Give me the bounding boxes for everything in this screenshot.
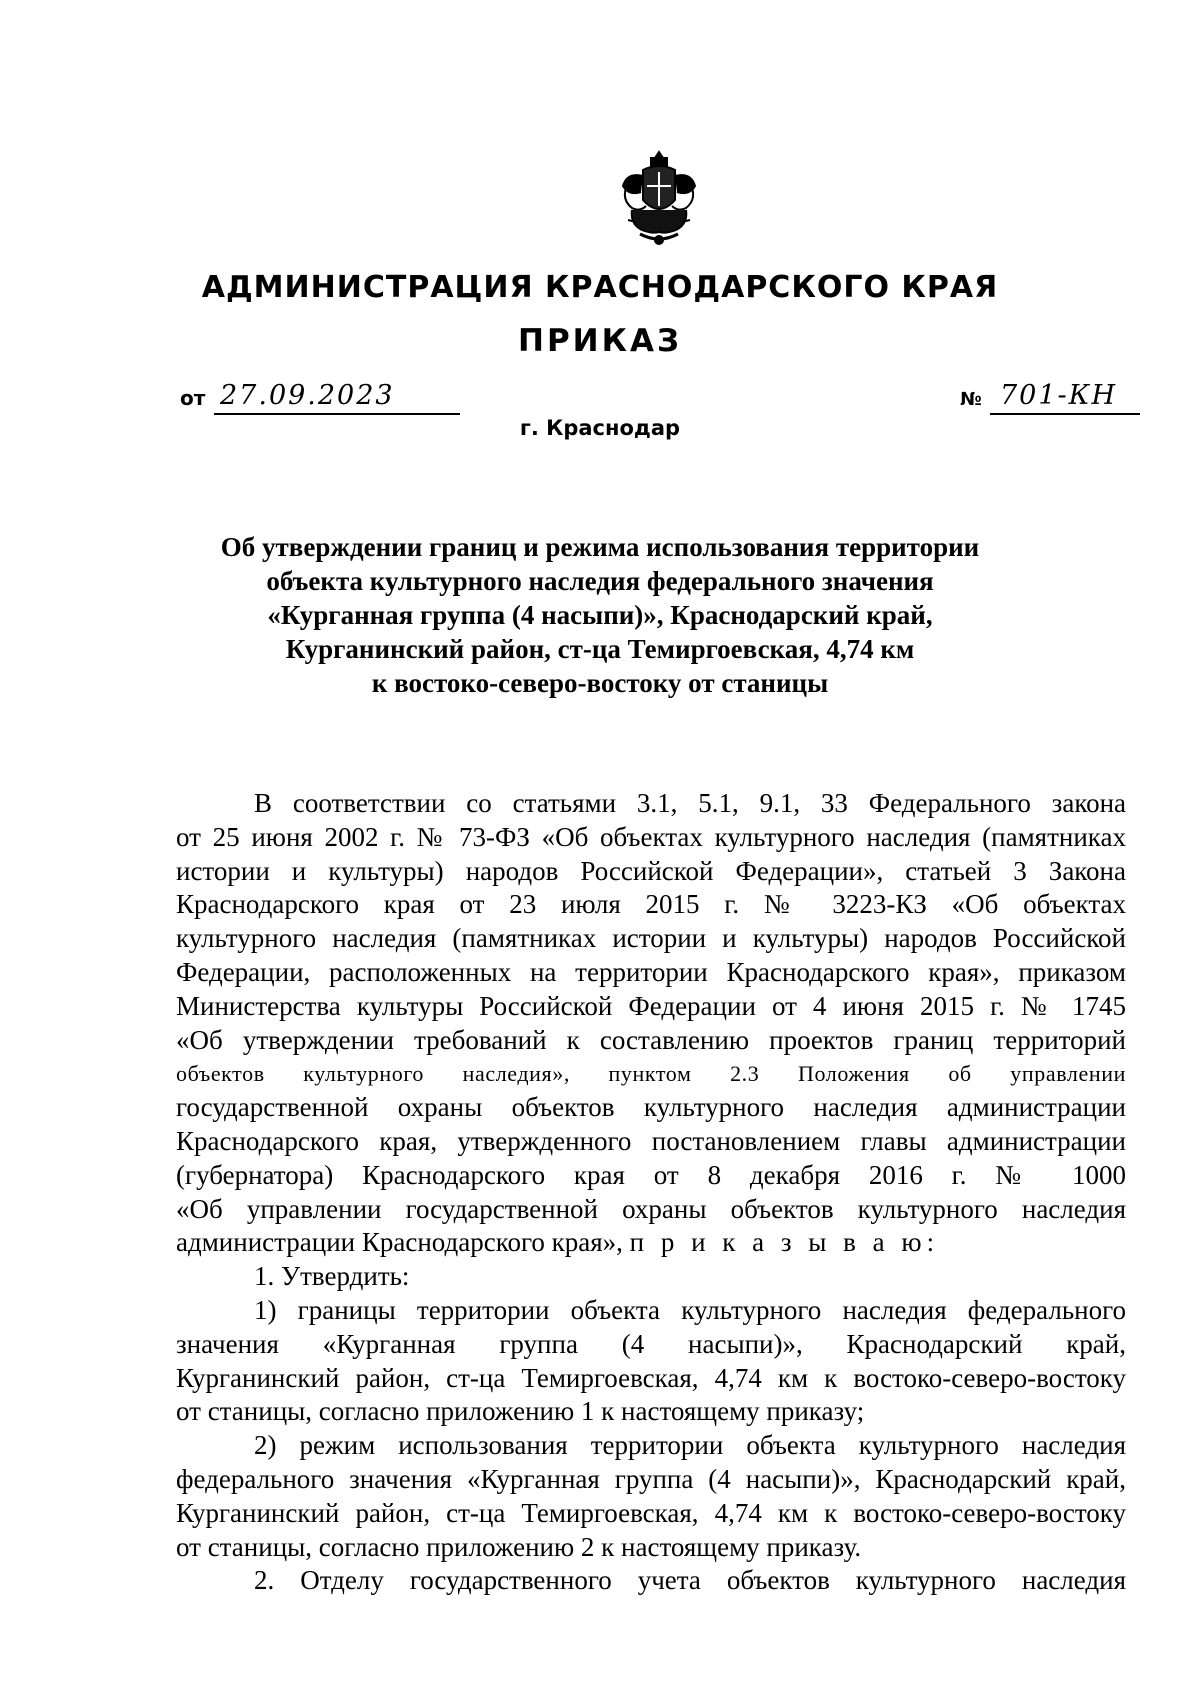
organization-name: АДМИНИСТРАЦИЯ КРАСНОДАРСКОГО КРАЯ bbox=[201, 270, 999, 305]
handwritten-number: 701-КН bbox=[1000, 380, 1118, 411]
number-prefix: № bbox=[960, 389, 982, 410]
coat-of-arms-icon bbox=[618, 148, 700, 248]
date-underline bbox=[214, 413, 460, 415]
body-line: Курганинский район, ст-ца Темиргоевская, 4,74 км к востоко-северо-востоку bbox=[176, 1362, 1126, 1393]
title-line: к востоко-северо-востоку от станицы bbox=[371, 668, 829, 698]
number-underline bbox=[990, 413, 1140, 415]
body-line: значения «Курганная группа (4 насыпи)», Краснодарский край, bbox=[176, 1328, 1126, 1359]
document-title bbox=[130, 530, 1070, 700]
body-line: от станицы, согласно приложению 2 к настоящему приказу. bbox=[176, 1531, 862, 1562]
date-prefix: от bbox=[180, 386, 206, 410]
body-line: объектов культурного наследия», пунктом 2.3 Положения об управлении bbox=[176, 1061, 1126, 1087]
body-line: Министерства культуры Российской Федерации от 4 июня 2015 г. № 1745 bbox=[176, 990, 1126, 1021]
handwritten-date: 27.09.2023 bbox=[220, 380, 395, 411]
body-line: Федерации, расположенных на территории Краснодарского края», приказом bbox=[176, 956, 1126, 987]
body-line-text: администрации Краснодарского края», bbox=[176, 1227, 623, 1258]
body-line: 2) режим использования территории объекта культурного наследия bbox=[254, 1430, 1126, 1461]
body-line: 1. Утвердить: bbox=[254, 1261, 410, 1292]
body-line: государственной охраны объектов культурного наследия администрации bbox=[176, 1092, 1126, 1123]
body-line: культурного наследия (памятниках истории и культуры) народов Российской bbox=[176, 923, 1126, 954]
body-line: Курганинский район, ст-ца Темиргоевская, 4,74 км к востоко-северо-востоку bbox=[176, 1497, 1126, 1528]
body-line: 1) границы территории объекта культурного наследия федерального bbox=[254, 1294, 1126, 1325]
body-line: Краснодарского края, утвержденного постановлением главы администрации bbox=[176, 1125, 1126, 1156]
title-line: Об утверждении границ и режима использования территории bbox=[220, 532, 980, 562]
title-line: Курганинский район, ст-ца Темиргоевская, 4,74 км bbox=[285, 634, 915, 664]
title-line: «Курганная группа (4 насыпи)», Краснодарский край, bbox=[267, 600, 933, 630]
decree-word: п р и к а з ы в а ю: bbox=[629, 1227, 940, 1258]
body-line bbox=[176, 1226, 1126, 1260]
body-line: «Об утверждении требований к составлению проектов границ территорий bbox=[176, 1024, 1126, 1055]
document-type: ПРИКАЗ bbox=[518, 323, 682, 359]
body-line: «Об управлении государственной охраны объектов культурного наследия bbox=[176, 1193, 1126, 1224]
body-line: федерального значения «Курганная группа (4 насыпи)», Краснодарский край, bbox=[176, 1463, 1126, 1494]
body-line: от 25 июня 2002 г. № 73-ФЗ «Об объектах культурного наследия (памятниках bbox=[176, 821, 1126, 852]
body-line: 2. Отделу государственного учета объектов культурного наследия bbox=[254, 1565, 1126, 1596]
body-line: истории и культуры) народов Российской Федерации», статьей 3 Закона bbox=[176, 855, 1126, 886]
body-line: от станицы, согласно приложению 1 к настоящему приказу; bbox=[176, 1396, 865, 1427]
body-line: Краснодарского края от 23 июля 2015 г. № 3223-КЗ «Об объектах bbox=[176, 889, 1126, 920]
body-line: В соответствии со статьями 3.1, 5.1, 9.1, 33 Федерального закона bbox=[254, 788, 1126, 818]
city: г. Краснодар bbox=[519, 416, 681, 440]
body-line: (губернатора) Краснодарского края от 8 декабря 2016 г. № 1000 bbox=[176, 1159, 1126, 1190]
title-line: объекта культурного наследия федерального значения bbox=[266, 566, 934, 596]
document-body bbox=[176, 787, 1126, 1598]
